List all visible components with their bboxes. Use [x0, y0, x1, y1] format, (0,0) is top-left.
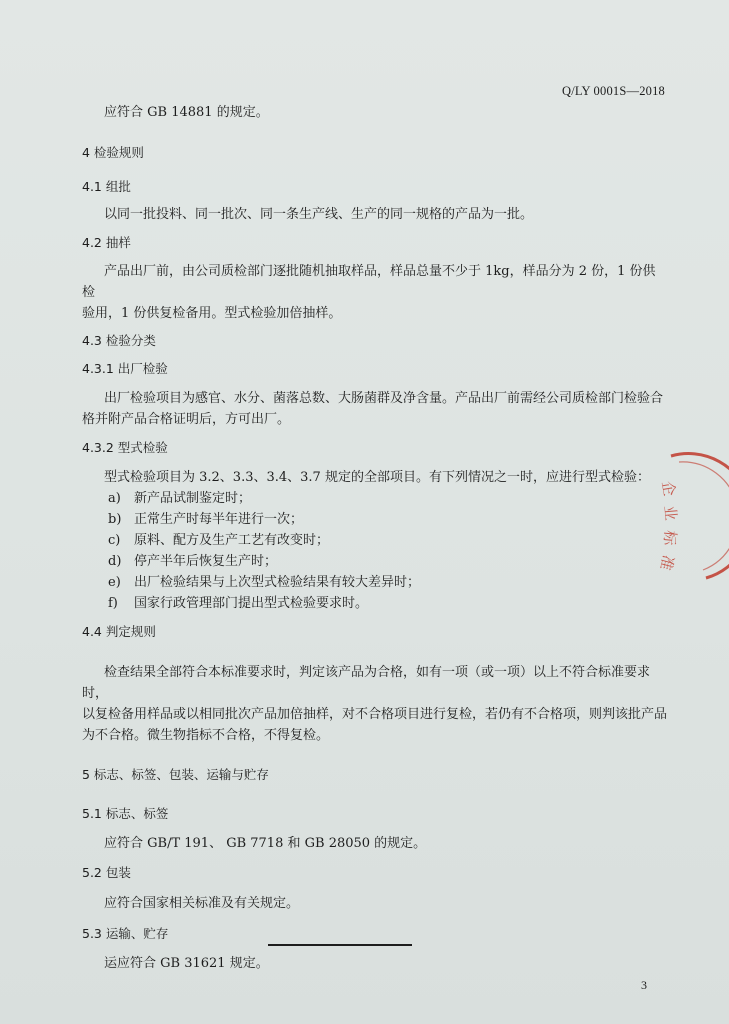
heading-4-3-1: 4.3.1 出厂检验	[82, 361, 168, 376]
list-text: 正常生产时每半年进行一次；	[134, 512, 304, 527]
heading-4-1: 4.1 组批	[82, 179, 131, 194]
paragraph: 应符合 GB/T 191、 GB 7718 和 GB 28050 的规定。	[104, 836, 427, 851]
heading-5-3: 5.3 运输、贮存	[82, 926, 169, 941]
list-text: 出厂检验结果与上次型式检验结果有较大差异时；	[134, 575, 421, 590]
paragraph: 运应符合 GB 31621 规定。	[104, 956, 269, 971]
svg-text:准: 准	[656, 553, 678, 573]
company-seal-icon	[651, 448, 729, 588]
paragraph-line: 产品出厂前，由公司质检部门逐批随机抽取样品，样品总量不少于 1kg，样品分为 2 份，1 份供检	[82, 264, 656, 300]
paragraph: 以同一批投料、同一批次、同一条生产线、生产的同一规格的产品为一批。	[104, 207, 534, 222]
list-item	[82, 593, 667, 614]
heading-5-2: 5.2 包装	[82, 865, 131, 880]
list-marker: f)	[108, 596, 118, 611]
list-item	[82, 488, 667, 509]
list-item	[82, 530, 667, 551]
list-marker: d)	[108, 554, 122, 569]
heading-4-2: 4.2 抽样	[82, 235, 131, 250]
list-marker: c)	[108, 533, 121, 548]
section-heading-5: 5 标志、标签、包装、运输与贮存	[82, 767, 269, 782]
list-marker: a)	[108, 491, 121, 506]
paragraph-line: 格并附产品合格证明后，方可出厂。	[82, 412, 291, 427]
list-text: 新产品试制鉴定时；	[134, 491, 252, 506]
standard-code: Q/LY 0001S—2018	[561, 84, 665, 98]
heading-4-4: 4.4 判定规则	[82, 624, 156, 639]
page-number: 3	[641, 978, 647, 992]
end-rule	[268, 944, 412, 946]
paragraph: 应符合 GB 14881 的规定。	[104, 105, 269, 120]
svg-text:企: 企	[658, 479, 679, 498]
list-text: 原料、配方及生产工艺有改变时；	[134, 533, 330, 548]
paragraph-line: 以复检备用样品或以相同批次产品加倍抽样，对不合格项目进行复检，若仍有不合格项，则判该批产品	[82, 707, 668, 722]
list-text: 国家行政管理部门提出型式检验要求时。	[134, 596, 369, 611]
section-heading-4: 4 检验规则	[82, 145, 144, 160]
list-item	[82, 509, 667, 530]
heading-5-1: 5.1 标志、标签	[82, 806, 169, 821]
list-item	[82, 551, 667, 572]
heading-4-3-2: 4.3.2 型式检验	[82, 440, 168, 455]
svg-text:业: 业	[660, 504, 680, 522]
list-text: 停产半年后恢复生产时；	[134, 554, 278, 569]
paragraph-line: 检查结果全部符合本标准要求时，判定该产品为合格，如有一项（或一项）以上不符合标准要求时，	[82, 665, 651, 701]
list-marker: b)	[108, 512, 122, 527]
paragraph-line: 出厂检验项目为感官、水分、菌落总数、大肠菌群及净含量。产品出厂前需经公司质检部门检验合	[104, 391, 664, 406]
list-marker: e)	[108, 575, 121, 590]
document-body	[82, 98, 667, 974]
paragraph-line: 验用，1 份供复检备用。型式检验加倍抽样。	[82, 306, 342, 321]
svg-text:标: 标	[660, 529, 680, 547]
paragraph-line: 为不合格。微生物指标不合格，不得复检。	[82, 728, 330, 743]
heading-4-3: 4.3 检验分类	[82, 333, 156, 348]
paragraph: 应符合国家相关标准及有关规定。	[104, 896, 300, 911]
paragraph-line: 型式检验项目为 3.2、3.3、3.4、3.7 规定的全部项目。有下列情况之一时，应进行型式检验：	[104, 470, 650, 485]
list-item	[82, 572, 667, 593]
